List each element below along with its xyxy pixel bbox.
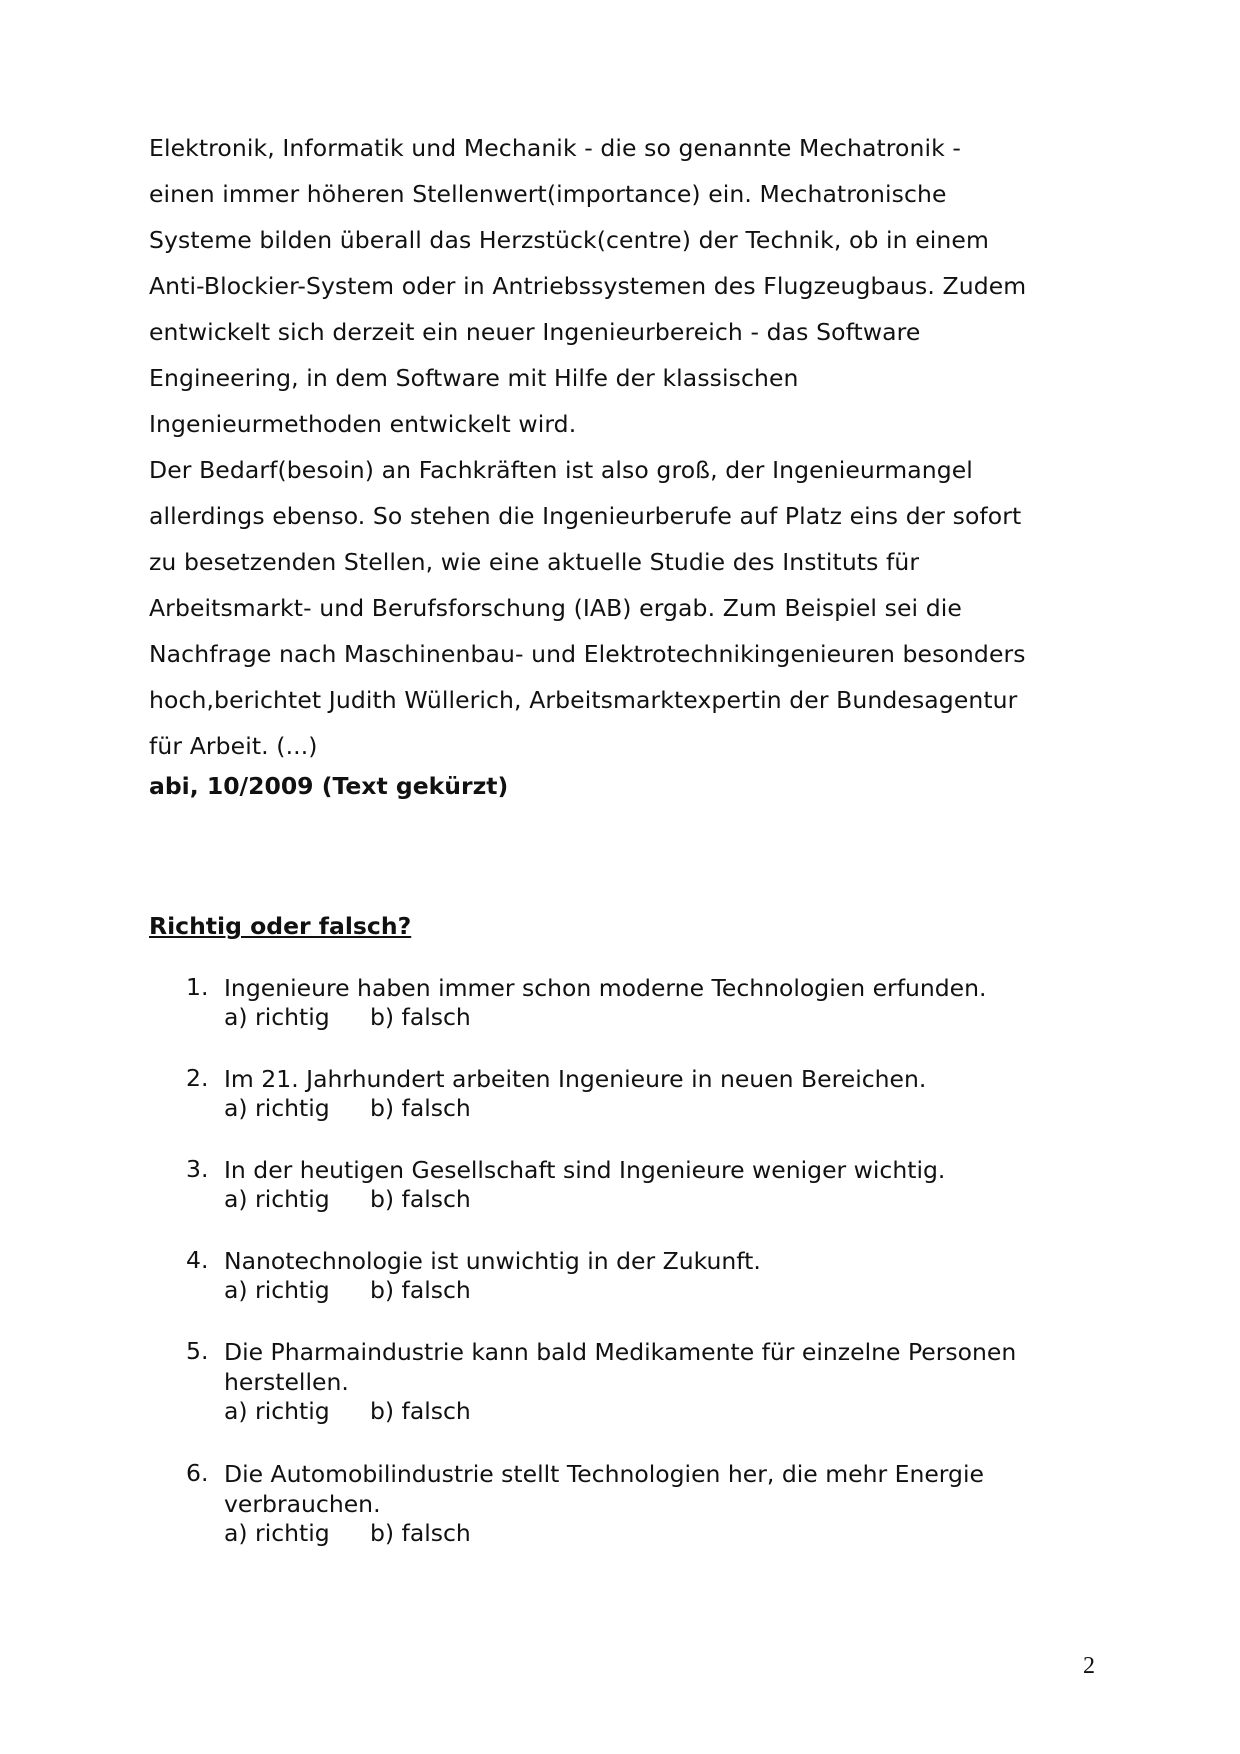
body-text-line: allerdings ebenso. So stehen die Ingenieurberufe auf Platz eins der sofort [149,502,1022,530]
body-text-line: entwickelt sich derzeit ein neuer Ingenieurbereich - das Software [149,318,921,346]
body-text-line: für Arbeit. (...) [149,732,318,760]
question-text-continuation: herstellen. [224,1368,349,1396]
question-text-continuation: verbrauchen. [224,1490,381,1518]
question-number: 6. [186,1459,209,1487]
body-text-line: Nachfrage nach Maschinenbau- und Elektrotechnikingenieuren besonders [149,640,1026,668]
body-text-line: Der Bedarf(besoin) an Fachkräften ist also groß, der Ingenieurmangel [149,456,973,484]
option-a-richtig[interactable]: a) richtig [224,1094,330,1122]
option-a-richtig[interactable]: a) richtig [224,1185,330,1213]
option-b-falsch[interactable]: b) falsch [370,1276,471,1304]
body-text-line: Arbeitsmarkt- und Berufsforschung (IAB) ergab. Zum Beispiel sei die [149,594,962,622]
source-citation: abi, 10/2009 (Text gekürzt) [149,772,509,800]
question-text: In der heutigen Gesellschaft sind Ingenieure weniger wichtig. [224,1156,946,1184]
question-text: Die Automobilindustrie stellt Technologien her, die mehr Energie [224,1460,984,1488]
option-a-richtig[interactable]: a) richtig [224,1003,330,1031]
option-a-richtig[interactable]: a) richtig [224,1276,330,1304]
question-text: Nanotechnologie ist unwichtig in der Zukunft. [224,1247,761,1275]
option-b-falsch[interactable]: b) falsch [370,1397,471,1425]
option-a-richtig[interactable]: a) richtig [224,1519,330,1547]
option-b-falsch[interactable]: b) falsch [370,1094,471,1122]
body-text-line: Anti-Blockier-System oder in Antriebssystemen des Flugzeugbaus. Zudem [149,272,1027,300]
option-b-falsch[interactable]: b) falsch [370,1003,471,1031]
body-text-line: zu besetzenden Stellen, wie eine aktuelle Studie des Instituts für [149,548,920,576]
question-number: 1. [186,973,209,1001]
option-a-richtig[interactable]: a) richtig [224,1397,330,1425]
question-text: Im 21. Jahrhundert arbeiten Ingenieure in neuen Bereichen. [224,1065,927,1093]
question-number: 3. [186,1155,209,1183]
quiz-heading: Richtig oder falsch? [149,912,412,940]
question-text: Die Pharmaindustrie kann bald Medikamente für einzelne Personen [224,1338,1017,1366]
body-text-line: Systeme bilden überall das Herzstück(centre) der Technik, ob in einem [149,226,989,254]
question-text: Ingenieure haben immer schon moderne Technologien erfunden. [224,974,987,1002]
question-number: 5. [186,1337,209,1365]
question-number: 2. [186,1064,209,1092]
body-text-line: einen immer höheren Stellenwert(importance) ein. Mechatronische [149,180,947,208]
question-number: 4. [186,1246,209,1274]
body-text-line: hoch,berichtet Judith Wüllerich, Arbeitsmarktexpertin der Bundesagentur [149,686,1018,714]
body-text-line: Elektronik, Informatik und Mechanik - die so genannte Mechatronik - [149,134,961,162]
option-b-falsch[interactable]: b) falsch [370,1519,471,1547]
option-b-falsch[interactable]: b) falsch [370,1185,471,1213]
body-text-line: Engineering, in dem Software mit Hilfe der klassischen [149,364,799,392]
body-text-line: Ingenieurmethoden entwickelt wird. [149,410,577,438]
page-number: 2 [1083,1653,1095,1679]
